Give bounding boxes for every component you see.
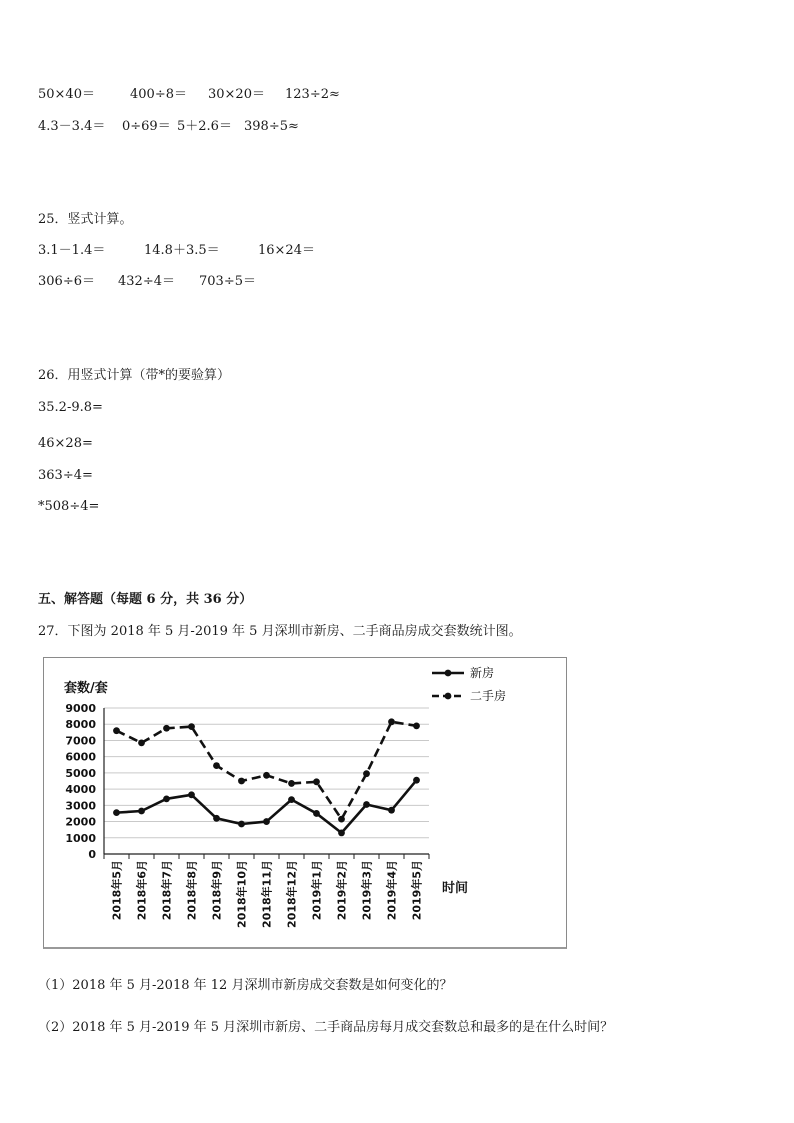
data-point (138, 808, 145, 815)
data-point (313, 810, 320, 817)
q27-sub-question-2: （2）2018 年 5 月-2019 年 5 月深圳市新房、二手商品房每月成交套数总和最多的是在什么时间？ (38, 1020, 614, 1035)
x-tick-label: 2019年1月 (310, 860, 324, 921)
y-axis-label: 套数/套 (64, 681, 108, 696)
legend-label: 二手房 (470, 689, 507, 703)
data-point (388, 718, 395, 725)
y-tick-label: 0 (88, 848, 96, 861)
data-point (113, 727, 120, 734)
x-tick-label: 2018年12月 (285, 860, 299, 928)
x-tick-label: 2018年5月 (110, 860, 124, 921)
x-tick-label: 2018年10月 (235, 860, 249, 928)
q26-item-3: 363÷4= (38, 468, 93, 483)
y-tick-label: 7000 (65, 734, 96, 748)
x-tick-label: 2018年11月 (260, 860, 274, 928)
y-tick-label: 8000 (65, 718, 96, 732)
data-point (263, 772, 270, 779)
x-tick-label: 2019年4月 (385, 860, 399, 921)
section-5-title: 五、解答题（每题 6 分，共 36 分） (38, 592, 253, 607)
series-line (117, 780, 417, 833)
x-tick-label: 2018年8月 (185, 860, 199, 921)
x-tick-label: 2018年7月 (160, 860, 174, 921)
mental-math-item: 123÷2≈ (285, 87, 340, 102)
x-tick-label: 2019年3月 (360, 860, 374, 921)
q25-item: 14.8＋3.5＝ (144, 243, 220, 258)
mental-math-item: 400÷8＝ (130, 87, 187, 102)
x-tick-label: 2018年6月 (135, 860, 149, 921)
mental-math-item: 398÷5≈ (244, 119, 299, 134)
y-tick-label: 2000 (65, 815, 96, 829)
q25-item: 3.1－1.4＝ (38, 243, 106, 258)
mental-math-item: 5＋2.6＝ (177, 119, 232, 134)
q25-item: 306÷6＝ (38, 274, 95, 289)
q27-sub-question-1: （1）2018 年 5 月-2018 年 12 月深圳市新房成交套数是如何变化的？ (38, 978, 453, 993)
legend-marker (445, 693, 452, 700)
data-point (313, 778, 320, 785)
data-point (213, 815, 220, 822)
q27-intro: 27．下图为 2018 年 5 月-2019 年 5 月深圳市新房、二手商品房成交套数统计图。 (38, 624, 522, 639)
x-axis-label: 时间 (442, 881, 469, 896)
y-tick-label: 5000 (65, 766, 96, 780)
data-point (138, 739, 145, 746)
x-tick-label: 2018年9月 (210, 860, 224, 921)
data-point (213, 762, 220, 769)
mental-math-item: 0÷69＝ (122, 119, 171, 134)
data-point (188, 791, 195, 798)
mental-math-row-1 (38, 83, 340, 102)
y-tick-label: 6000 (65, 750, 96, 764)
q25-title: 25．竖式计算。 (38, 212, 133, 227)
legend-marker (445, 670, 452, 677)
q25-row-1 (38, 239, 315, 258)
mental-math-row-2 (38, 115, 299, 134)
data-point (113, 809, 120, 816)
data-point (413, 722, 420, 729)
data-point (338, 816, 345, 823)
data-point (238, 778, 245, 785)
line-chart (44, 658, 566, 947)
data-point (288, 780, 295, 787)
data-point (363, 770, 370, 777)
y-tick-label: 1000 (65, 831, 96, 845)
data-point (188, 723, 195, 730)
q26-item-2: 46×28= (38, 436, 93, 451)
data-point (413, 777, 420, 784)
y-tick-label: 3000 (65, 799, 96, 813)
data-point (388, 807, 395, 814)
mental-math-item: 4.3－3.4＝ (38, 119, 106, 134)
data-point (163, 795, 170, 802)
data-point (163, 725, 170, 732)
q25-item: 16×24＝ (258, 243, 315, 258)
y-tick-label: 9000 (65, 702, 96, 715)
data-point (363, 801, 370, 808)
x-tick-label: 2019年5月 (410, 860, 424, 921)
data-point (238, 821, 245, 828)
data-point (263, 818, 270, 825)
q25-item: 703÷5＝ (199, 274, 256, 289)
q26-item-4: *508÷4= (38, 499, 100, 514)
mental-math-item: 30×20＝ (208, 87, 265, 102)
q26-title: 26．用竖式计算（带*的要验算） (38, 368, 231, 383)
legend-label: 新房 (470, 666, 495, 680)
q25-item: 432÷4＝ (118, 274, 175, 289)
q26-item-1: 35.2-9.8= (38, 400, 103, 415)
chart-frame (43, 657, 567, 949)
data-point (338, 830, 345, 837)
y-tick-label: 4000 (65, 783, 96, 797)
x-tick-label: 2019年2月 (335, 860, 349, 921)
q25-row-2 (38, 270, 256, 289)
data-point (288, 796, 295, 803)
mental-math-item: 50×40＝ (38, 87, 95, 102)
